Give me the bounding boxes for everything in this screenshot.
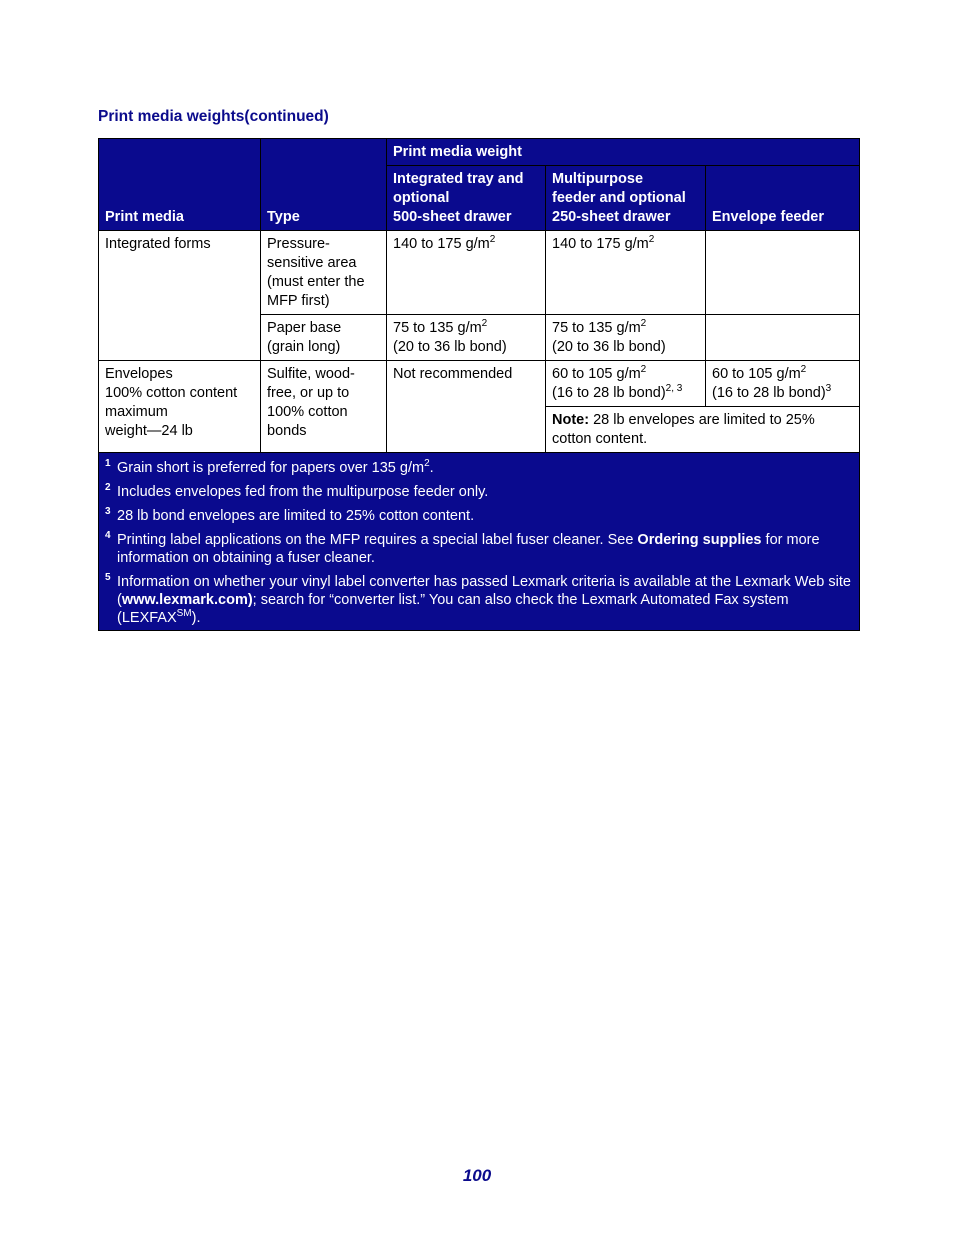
footnote: 2 Includes envelopes fed from the multipurpose feeder only. — [105, 482, 489, 500]
table-row — [99, 361, 860, 407]
note-cell: Note: 28 lb envelopes are limited to 25% cotton content. — [546, 407, 860, 453]
section-heading: Print media weights(continued) — [98, 108, 329, 125]
cell-multipurpose: 75 to 135 $g/m^2$ (20 to 36 lb bond) — [546, 315, 706, 361]
footnote: 1 Grain short is preferred for papers over 135 $g/m^2$. — [105, 458, 434, 476]
cell-multipurpose: 140 to 175 $g/m^2$ — [546, 231, 706, 315]
header-print-media: Print media — [99, 139, 261, 231]
cell-envelope-feeder: 60 to 105 $g/m^2$ (16 to 28 lb bond)$^3$ — [706, 361, 860, 407]
cell-integrated-tray: 140 to 175 $g/m^2$ — [387, 231, 546, 315]
cell-print-media: Envelopes 100% cotton content maximum weight—24 lb — [99, 361, 261, 453]
cell-print-media: Integrated forms — [99, 231, 261, 361]
header-type: Type — [261, 139, 387, 231]
header-multipurpose-feeder: Multipurpose feeder and optional 250-sheet drawer — [546, 166, 706, 231]
header-row-group — [99, 139, 860, 166]
cell-type: Pressure- sensitive area (must enter the MFP first) — [261, 231, 387, 315]
footnote: 5 Information on whether your vinyl label converter has passed Lexmark criteria is available at the Lexmark Web site (www.lexmark.com); search for “converter list.” You can also check the Lexmark Automated Fax system (LEXFAX℠). — [105, 572, 851, 626]
footnotes-cell — [99, 453, 860, 631]
header-integrated-tray: Integrated tray and optional 500-sheet drawer — [387, 166, 546, 231]
cell-multipurpose: 60 to 105 $g/m^2$ (16 to 28 lb bond)$^{2, 3}$ — [546, 361, 706, 407]
cell-integrated-tray: Not recommended — [387, 361, 546, 453]
footnotes-row — [99, 453, 860, 631]
page-number: 100 — [462, 1166, 492, 1185]
cell-type: Paper base (grain long) — [261, 315, 387, 361]
print-media-weights-table — [98, 138, 860, 631]
cell-integrated-tray: 75 to 135 $g/m^2$ (20 to 36 lb bond) — [387, 315, 546, 361]
cell-envelope-feeder — [706, 231, 860, 315]
table-row — [99, 231, 860, 315]
footnote: 3 28 lb bond envelopes are limited to 25% cotton content. — [105, 506, 475, 524]
footnote: 4 Printing label applications on the MFP requires a special label fuser cleaner. See Ordering supplies for more information on obtaining a fuser cleaner. — [105, 530, 820, 566]
header-print-media-weight: Print media weight — [387, 139, 860, 166]
header-envelope-feeder: Envelope feeder — [706, 166, 860, 231]
cell-type: Sulfite, wood- free, or up to 100% cotton bonds — [261, 361, 387, 453]
cell-envelope-feeder — [706, 315, 860, 361]
